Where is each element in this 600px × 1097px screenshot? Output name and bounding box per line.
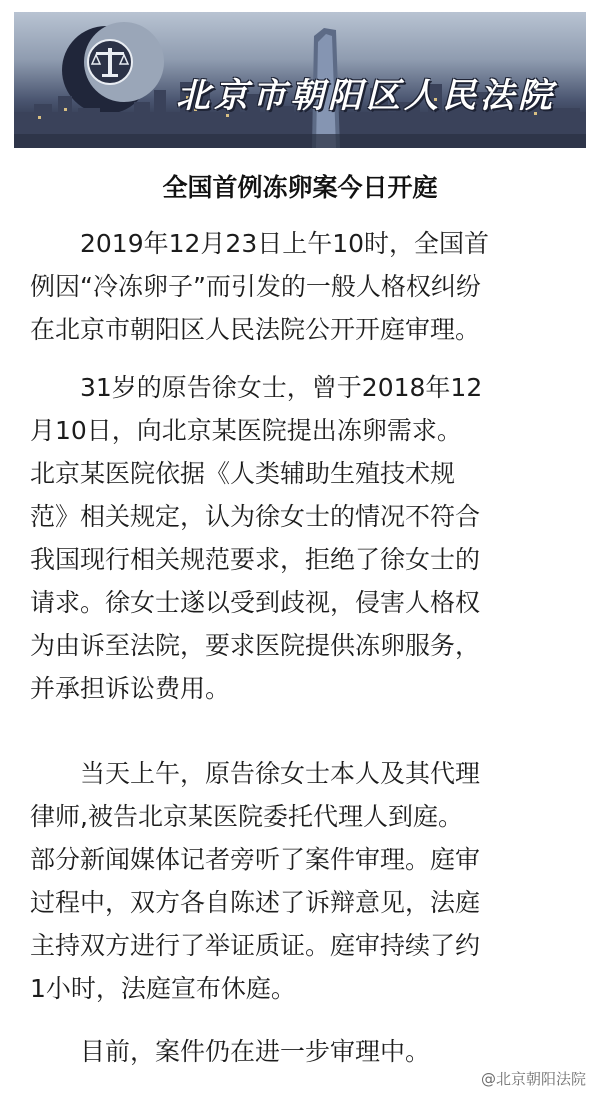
court-emblem-icon bbox=[88, 40, 132, 84]
paragraph-line: 为由诉至法院，要求医院提供冻卵服务， bbox=[30, 631, 481, 660]
paragraph-line: 月10日，向北京某医院提出冻卵需求。 bbox=[30, 416, 462, 445]
paragraph-line: 我国现行相关规范要求，拒绝了徐女士的 bbox=[30, 545, 481, 574]
paragraph-line: 例因“冷冻卵子”而引发的一般人格权纠纷 bbox=[30, 272, 481, 301]
paragraph-line: 并承担诉讼费用。 bbox=[30, 674, 231, 703]
paragraph-line: 主持双方进行了举证质证。庭审持续了约 bbox=[30, 931, 481, 960]
paragraph-line: 31岁的原告徐女士，曾于2018年12 bbox=[80, 373, 483, 402]
weibo-watermark: @北京朝阳法院 bbox=[480, 1070, 586, 1088]
paragraph-line: 当天上午，原告徐女士本人及其代理 bbox=[80, 759, 481, 788]
paragraph-4 bbox=[30, 1030, 575, 1073]
paragraph-line: 在北京市朝阳区人民法院公开开庭审理。 bbox=[30, 315, 481, 344]
paragraph-2 bbox=[30, 366, 575, 710]
paragraph-3 bbox=[30, 752, 575, 1010]
court-name-title: 北京市朝阳区人民法院 bbox=[176, 76, 556, 116]
paragraph-line: 律师,被告北京某医院委托代理人到庭。 bbox=[30, 802, 463, 831]
paragraph-line: 北京某医院依据《人类辅助生殖技术规 bbox=[30, 459, 456, 488]
paragraph-line: 过程中，双方各自陈述了诉辩意见，法庭 bbox=[30, 888, 481, 917]
article-headline: 全国首例冻卵案今日开庭 bbox=[162, 173, 438, 202]
paragraph-line: 目前，案件仍在进一步审理中。 bbox=[80, 1037, 431, 1066]
header-banner bbox=[14, 12, 586, 148]
paragraph-line: 部分新闻媒体记者旁听了案件审理。庭审 bbox=[30, 845, 481, 874]
paragraph-line: 范》相关规定，认为徐女士的情况不符合 bbox=[30, 502, 481, 531]
paragraph-line: 2019年12月23日上午10时，全国首 bbox=[80, 229, 490, 258]
paragraph-line: 请求。徐女士遂以受到歧视，侵害人格权 bbox=[30, 588, 481, 617]
paragraph-1 bbox=[30, 222, 575, 351]
paragraph-line: 1小时，法庭宣布休庭。 bbox=[30, 974, 296, 1003]
